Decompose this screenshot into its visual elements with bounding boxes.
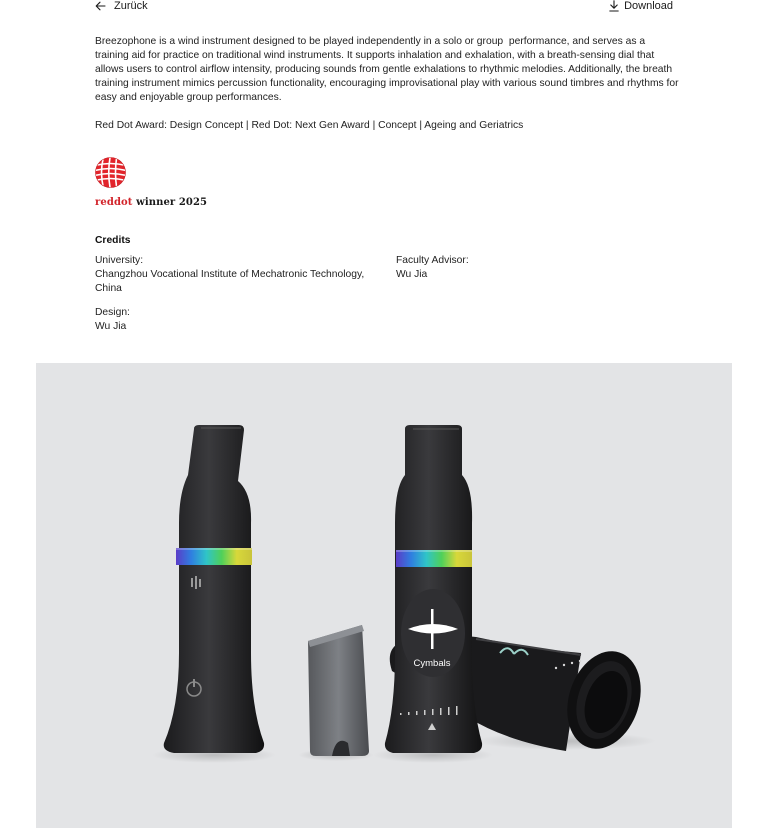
top-bar [95,0,673,14]
back-link[interactable] [95,0,148,12]
left-instrument [164,425,264,753]
credit-faculty-advisor [396,254,596,282]
download-icon [609,0,619,12]
download-link[interactable] [609,0,673,12]
back-label: Zurück [114,0,148,12]
arrow-left-icon [95,1,106,11]
credit-university [95,254,385,296]
right-instrument [385,425,482,753]
faculty-advisor-value: Wu Jia [396,269,428,280]
download-label: Download [624,0,673,12]
design-value: Wu Jia [95,321,127,332]
faculty-advisor-label: Faculty Advisor: [396,255,469,266]
reddot-winner-year: winner 2025 [132,197,208,208]
instrument-cap [308,625,369,756]
university-value: Changzhou Vocational Institute of Mechatronic Technology, China [95,269,365,294]
university-label: University: [95,255,144,266]
product-image [36,363,732,828]
reddot-logo-icon [95,157,126,188]
award-categories: Red Dot Award: Design Concept | Red Dot: Next Gen Award | Concept | Ageing and Geriatrics [95,120,524,131]
credits-heading: Credits [95,235,131,246]
cymbals-screen-label: Cymbals [413,658,451,669]
design-label: Design: [95,307,130,318]
credit-design [95,306,385,334]
reddot-dot: dot [113,197,133,208]
project-description: Breezophone is a wind instrument designed to be played independently in a solo or group performance, and serves as a training aid for practice on traditional wind instruments. It supports inhalation and exhalation, with a breath-sensing dial that allows users to control airflow intensity, producing sounds from gentle exhalations to rhythmic melodies. Additionally, the breath training instrument mimics percussion functionality, encouraging improvisational play with various sound timbres and rhythms for easy and enjoyable group performances. [95,36,682,103]
reddot-winner-caption [95,197,207,208]
reddot-red: red [95,197,114,208]
